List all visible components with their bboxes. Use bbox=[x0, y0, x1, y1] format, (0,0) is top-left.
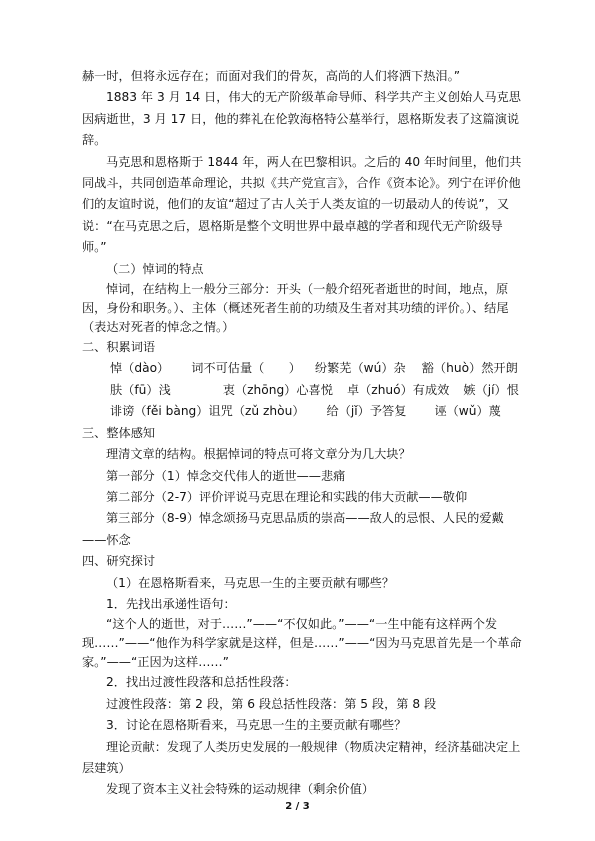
vocab-item: 词不可估量（ ） bbox=[191, 361, 301, 376]
vocab-row-3 bbox=[82, 401, 522, 422]
step-1-answer: “这个人的逝世，对于……”——“不仅如此。”——“一生中能有这样两个发现……”——“他作为科学家就是这样，但是……”——“因为马克思首先是一个革命家。”——“正因为这样……” bbox=[82, 617, 522, 670]
paragraph-eulogy-structure: 悼词，在结构上一般分三部分：开头（一般介绍死者逝世的时间，地点，原因，身份和职务。）、主体（概述死者生前的功绩及生者对其功绩的评价。）、结尾（表达对死者的悼念之情。） bbox=[82, 282, 509, 335]
page-number: 2 / 3 bbox=[285, 801, 310, 812]
vocab-item: 悼（dào） bbox=[110, 361, 170, 376]
vocab-row-1 bbox=[82, 358, 522, 379]
step-3: 3．讨论在恩格斯看来，马克思一生的主要贡献有哪些？ bbox=[106, 718, 407, 733]
vocab-item: 诽谤（fěi bàng）诅咒（zǔ zhòu） bbox=[110, 404, 305, 419]
structure-part-3: 第三部分（8-9）悼念颂扬马克思品质的崇高——敌人的忌恨、人民的爱戴——怀念 bbox=[82, 511, 504, 547]
vocab-item: 肤（fū）浅 bbox=[110, 382, 171, 397]
vocab-item: 豁（huò）然开朗 bbox=[421, 361, 518, 376]
step-3-answer-b: 发现了资本主义社会特殊的运动规律（剩余价值） bbox=[106, 782, 375, 797]
section-heading-vocabulary: 二、积累词语 bbox=[82, 340, 156, 355]
step-1: 1．先找出承递性语句： bbox=[106, 596, 236, 611]
page-content bbox=[82, 66, 522, 801]
vocab-item: 诬（wǔ）蔑 bbox=[434, 404, 501, 419]
paragraph-friendship: 马克思和恩格斯于 1844 年，两人在巴黎相识。之后的 40 年时间里，他们共同战斗，共同创造革命理论，共拟《共产党宣言》，合作《资本论》。列宁在评价他们的友谊时说，他们的友谊“超过了古人关于人类友谊的一切最动人的传说”，又说：“在马克思之后，恩格斯是整个文明世界中最卓越的学者和现代无产阶级导师。” bbox=[82, 154, 522, 255]
step-3-answer-a: 理论贡献：发现了人类历史发展的一般规律（物质决定精神，经济基础决定上层建筑） bbox=[82, 739, 521, 775]
step-2-answer: 过渡性段落：第 2 段，第 6 段总括性段落：第 5 段，第 8 段 bbox=[106, 696, 437, 711]
paragraph-background: 1883 年 3 月 14 日，伟大的无产阶级革命导师、科学共产主义创始人马克思因病逝世，3 月 17 日，他的葬礼在伦敦海格特公墓举行，恩格斯发表了这篇演说辞。 bbox=[82, 90, 521, 148]
vocab-item: 给（jǐ）予答复 bbox=[326, 404, 407, 419]
vocab-item: 纷繁芜（wú）杂 bbox=[314, 361, 406, 376]
structure-part-1: 第一部分（1）悼念交代伟人的逝世——悲痛 bbox=[106, 468, 346, 483]
subheading-eulogy-features: （二）悼词的特点 bbox=[106, 261, 204, 276]
step-2: 2．找出过渡性段落和总括性段落： bbox=[106, 675, 297, 690]
section-heading-overall: 三、整体感知 bbox=[82, 425, 156, 440]
vocab-item: 卓（zhuó）有成效 bbox=[346, 382, 450, 397]
section-heading-research: 四、研究探讨 bbox=[82, 554, 156, 569]
text-line: 理清文章的结构。根据悼词的特点可将文章分为几大块？ bbox=[106, 447, 411, 462]
text-line: 赫一时，但将永远存在；而面对我们的骨灰，高尚的人们将洒下热泪。” bbox=[82, 69, 461, 83]
vocab-row-2 bbox=[82, 380, 522, 401]
vocab-item: 嫉（jí）恨 bbox=[463, 382, 519, 397]
question-1: （1）在恩格斯看来，马克思一生的主要贡献有哪些？ bbox=[106, 575, 395, 590]
structure-part-2: 第二部分（2-7）评价评说马克思在理论和实践的伟大贡献——敬仰 bbox=[106, 489, 468, 504]
vocab-item: 衷（zhōng）心喜悦 bbox=[222, 382, 333, 397]
